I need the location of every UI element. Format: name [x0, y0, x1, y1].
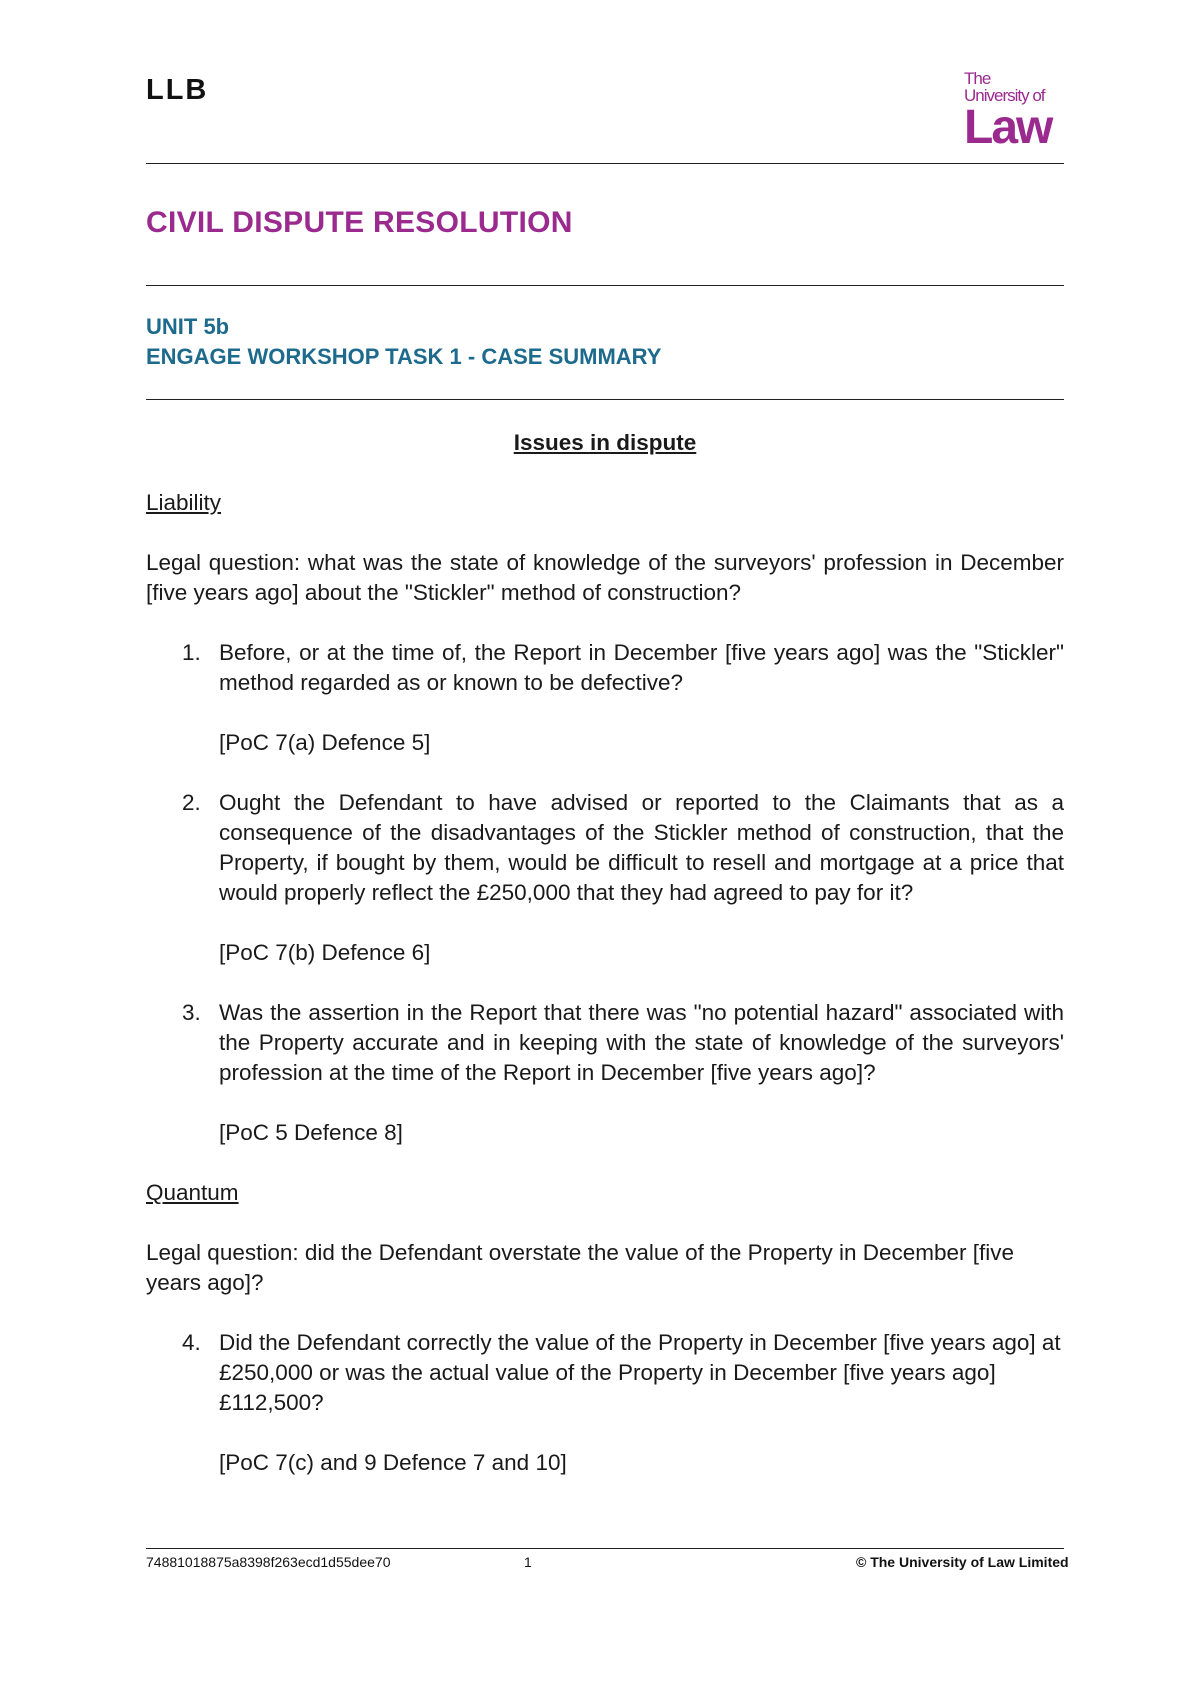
quantum-question: Legal question: did the Defendant overstate the value of the Property in December [five years ago]? — [146, 1240, 1015, 1295]
quantum-heading: Quantum — [146, 1180, 239, 1205]
course-title: CIVIL DISPUTE RESOLUTION — [146, 206, 573, 239]
item-text: Ought the Defendant to have advised or reported to the Claimants that as a consequence of the disadvantages of the Stickler method of construction, that the Property, if bought by them, would be difficult to resell and mortgage at a price that would properly reflect the £250,000 that they had agreed to pay for it? — [219, 790, 1064, 905]
footer-copyright: © The University of Law Limited — [856, 1554, 1069, 1570]
item-number: 3. — [182, 1000, 201, 1025]
item-number: 2. — [182, 790, 201, 815]
logo-line-3: Law — [964, 101, 1052, 154]
logo-line-1: The — [964, 69, 991, 88]
unit-heading — [146, 312, 661, 372]
footer-page-number: 1 — [524, 1554, 532, 1570]
header-divider — [146, 163, 1064, 164]
item-reference: [PoC 5 Defence 8] — [219, 1120, 403, 1145]
list-item — [146, 788, 1064, 908]
liability-question: Legal question: what was the state of knowledge of the surveyors' profession in December [five years ago] about the "Stickler" method of construction? — [146, 550, 1064, 605]
document-body — [146, 428, 1064, 1478]
list-item — [146, 1328, 1064, 1418]
unit-divider — [146, 399, 1064, 400]
logo-line-2: University of — [964, 86, 1045, 105]
item-text: Before, or at the time of, the Report in December [five years ago] was the "Stickler" method regarded as or known to be defective? — [219, 640, 1064, 695]
title-divider — [146, 285, 1064, 286]
item-number: 4. — [182, 1330, 201, 1355]
list-item — [146, 638, 1064, 698]
section-title: Issues in dispute — [513, 430, 697, 455]
liability-heading: Liability — [146, 490, 222, 515]
header-label: LLB — [146, 74, 209, 106]
footer-divider — [146, 1548, 1064, 1549]
item-reference: [PoC 7(b) Defence 6] — [219, 940, 431, 965]
unit-number: UNIT 5b — [146, 314, 230, 339]
item-reference: [PoC 7(c) and 9 Defence 7 and 10] — [219, 1450, 567, 1475]
footer-document-id: 74881018875a8398f263ecd1d55dee70 — [146, 1554, 391, 1570]
item-number: 1. — [182, 640, 201, 665]
list-item — [146, 998, 1064, 1088]
item-text: Was the assertion in the Report that there was "no potential hazard" associated with the Property accurate and in keeping with the state of knowledge of the surveyors' profession at the time of the Report in December [five years ago]? — [219, 1000, 1064, 1085]
item-reference: [PoC 7(a) Defence 5] — [219, 730, 431, 755]
item-text: Did the Defendant correctly the value of the Property in December [five years ago] at £250,000 or was the actual value of the Property in December [five years ago] £112,500? — [219, 1330, 1061, 1415]
university-logo — [964, 69, 1064, 154]
unit-task-title: ENGAGE WORKSHOP TASK 1 - CASE SUMMARY — [146, 344, 662, 369]
